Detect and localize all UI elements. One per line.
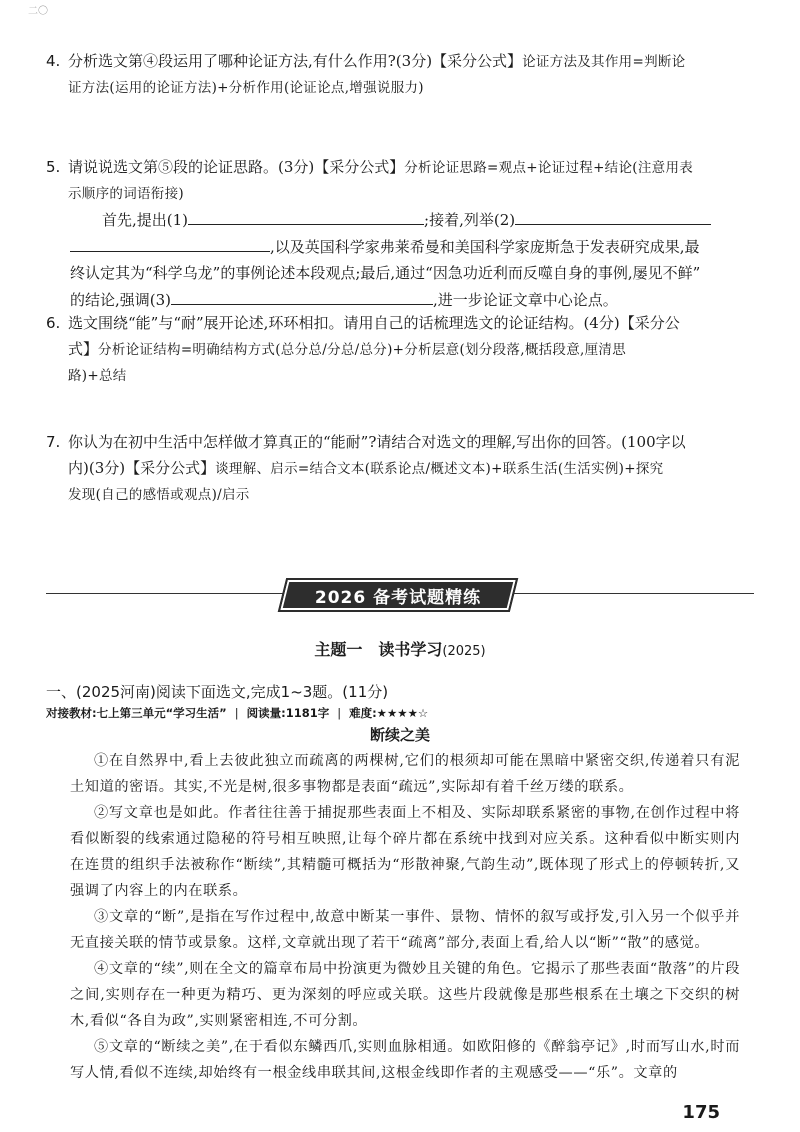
question-5: [46, 154, 746, 207]
scoring-hint: 分析论证思路=观点+论证过程+结论(注意用表: [404, 160, 694, 176]
essay-paragraph: ⑤文章的“断续之美”,在于看似东鳞西爪,实则血脉相通。如欧阳修的《醉翁亭记》,时而写山水,时而写人情,看似不连续,却始终有一根金线串联其间,这根金线即作者的主观感受——“乐”。文章的: [70, 1039, 740, 1081]
page-number: 175: [682, 1102, 720, 1123]
question-number: 5.: [46, 158, 61, 176]
corner-scribble: 二〇: [28, 6, 48, 17]
scoring-hint: 发现(自己的感悟或观点)/启示: [68, 487, 250, 503]
meta-difficulty: 难度:★★★★☆: [349, 706, 429, 720]
answer-blank-2-cont[interactable]: [70, 233, 270, 252]
fill-in-paragraph: [70, 206, 730, 313]
scoring-hint: 证方法(运用的论证方法)+分析作用(论证论点,增强说服力): [68, 80, 424, 96]
meta-line: 对接教材:七上第三单元“学习生活” | 阅读量:1181字 | 难度:★★★★☆: [46, 706, 429, 720]
scoring-hint: 论证方法及其作用=判断论: [522, 54, 686, 70]
topic-heading: [0, 637, 800, 660]
question-number: 7.: [46, 433, 61, 451]
fill-text: 终认定其为“科学乌龙”的事例论述本段观点;最后,通过“因急功近利而反噬自身的事例,屡见不鲜”: [70, 264, 701, 282]
essay-paragraph: ①在自然界中,看上去彼此独立而疏离的两棵树,它们的根须却可能在黑暗中紧密交织,传递着只有泥土知道的密语。其实,不光是树,很多事物都是表面“疏远”,实际却有着千丝万缕的联系。: [70, 753, 740, 795]
question-text: 分析选文第④段运用了哪种论证方法,有什么作用?(3分)【采分公式】: [68, 52, 523, 70]
essay-paragraph: ④文章的“续”,则在全文的篇章布局中扮演更为微妙且关键的角色。它揭示了那些表面“散落”的片段之间,实则存在一种更为精巧、更为深刻的呼应或关联。这些片段就像是那些根系在土壤之下交织的树木,看似“各自为政”,实则紧密相连,不可分割。: [70, 961, 740, 1029]
fill-text: ;接着,列举(2): [424, 211, 516, 229]
meta-reading: 阅读量:1181字: [246, 706, 330, 720]
topic-title: 主题一 读书学习: [314, 640, 443, 659]
question-6: [46, 310, 746, 389]
answer-blank-3[interactable]: [171, 286, 433, 305]
scoring-hint: 分析论证结构=明确结构方式(总分总/分总/总分)+分析层意(划分段落,概括段意,厘清思: [98, 342, 627, 358]
fill-text: 的结论,强调(3): [70, 291, 172, 309]
scoring-hint: 路)+总结: [68, 368, 127, 384]
question-text: 式】: [68, 340, 99, 358]
section-banner-label: 2026 备考试题精练: [314, 587, 482, 608]
fill-text: ,以及英国科学家弗莱希曼和美国科学家庞斯急于发表研究成果,最: [270, 238, 700, 256]
essay-paragraph: ②写文章也是如此。作者往往善于捕捉那些表面上不相及、实际却联系紧密的事物,在创作过程中将看似断裂的线索通过隐秘的符号相互映照,让每个碎片都在系统中找到对应关系。这种看似中断实则内在连贯的组织手法被称作“断续”,其精髓可概括为“形散神聚,气韵生动”,既体现了形式上的停顿转折,又强调了内容上的内在联系。: [70, 805, 740, 899]
question-text: 你认为在初中生活中怎样做才算真正的“能耐”?请结合对选文的理解,写出你的回答。(100字以: [68, 433, 686, 451]
scoring-hint: 谈理解、启示=结合文本(联系论点/概述文本)+联系生活(生活实例)+探究: [215, 461, 664, 477]
question-4: [46, 48, 746, 101]
essay-paragraph: ③文章的“断”,是指在写作过程中,故意中断某一事件、景物、情怀的叙写或抒发,引入另一个似乎并无直接关联的情节或景象。这样,文章就出现了若干“疏离”部分,表面上看,给人以“断”“散”的感觉。: [70, 909, 740, 951]
topic-year: (2025): [442, 644, 486, 659]
question-number: 4.: [46, 52, 61, 70]
essay-body: [70, 748, 740, 1086]
question-text: 选文围绕“能”与“耐”展开论述,环环相扣。请用自己的话梳理选文的论证结构。(4分)【采分公: [68, 314, 680, 332]
question-7: [46, 429, 746, 508]
essay-title: 断续之美: [369, 726, 430, 744]
banner-rule-left: [46, 593, 284, 594]
answer-blank-2[interactable]: [515, 206, 711, 225]
answer-blank-1[interactable]: [188, 206, 424, 225]
question-text: 请说说选文第⑤段的论证思路。(3分)【采分公式】: [68, 158, 405, 176]
scoring-hint: 示顺序的词语衔接): [68, 186, 184, 202]
question-number: 6.: [46, 314, 61, 332]
question-text: 内)(3分)【采分公式】: [68, 459, 216, 477]
banner-rule-right: [508, 593, 754, 594]
fill-text: ,进一步论证文章中心论点。: [433, 291, 618, 309]
section-banner: [278, 578, 518, 612]
fill-text: 首先,提出(1): [102, 211, 189, 229]
task-instruction: 一、(2025河南)阅读下面选文,完成1~3题。(11分): [46, 683, 389, 701]
meta-textbook: 对接教材:七上第三单元“学习生活”: [46, 706, 227, 720]
